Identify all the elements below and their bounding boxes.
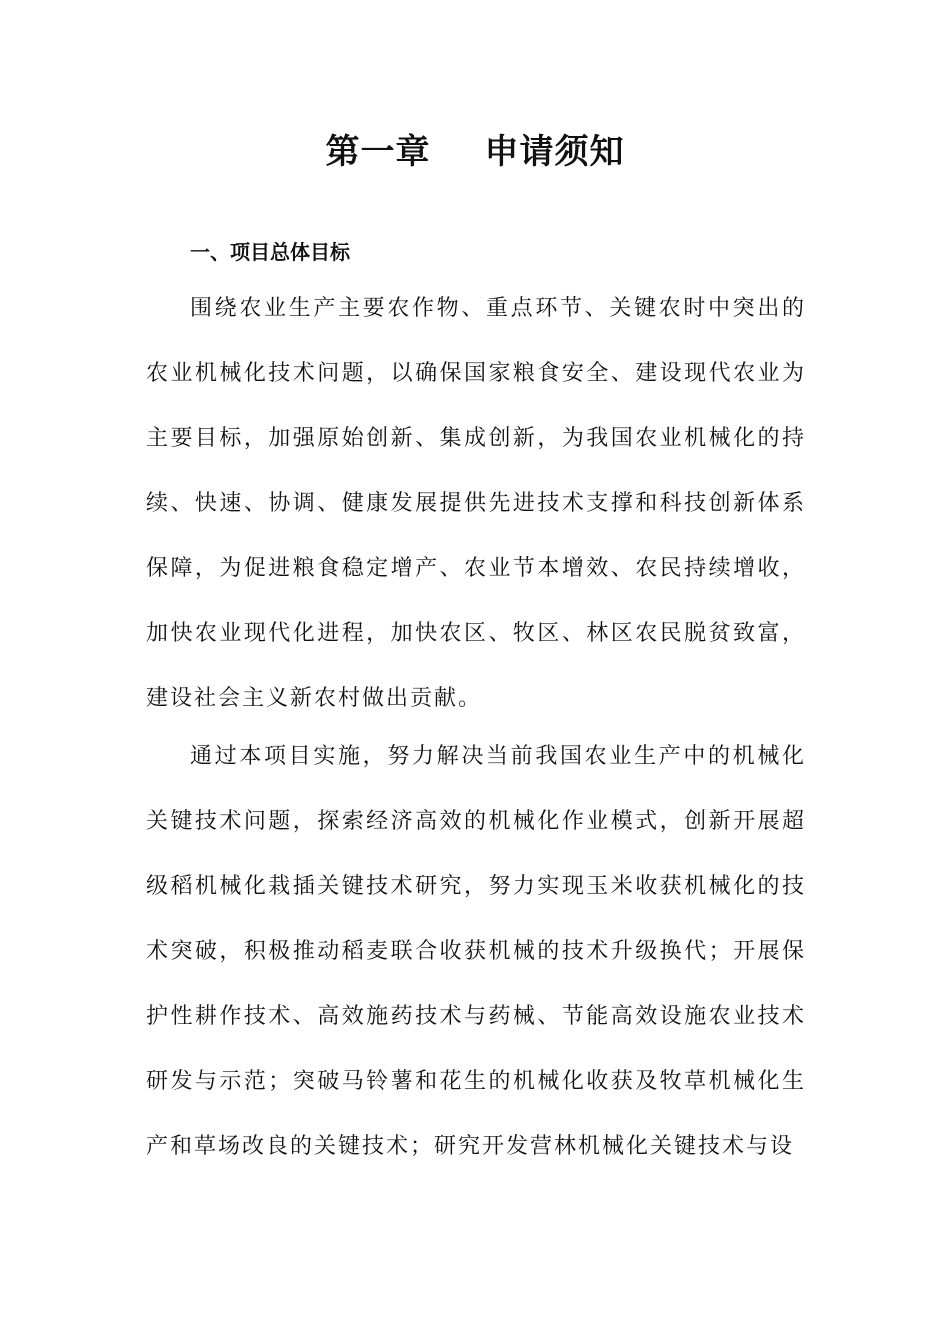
body-paragraph-2: 通过本项目实施，努力解决当前我国农业生产中的机械化关键技术问题，探索经济高效的机械化作业模式，创新开展超级稻机械化栽插关键技术研究，努力实现玉米收获机械化的技术突破，积极推动稻麦联合收获机械的技术升级换代；开展保护性耕作技术、高效施药技术与药械、节能高效设施农业技术研发与示范；突破马铃薯和花生的机械化收获及牧草机械化生产和草场改良的关键技术；研究开发营林机械化关键技术与设 — [146, 744, 806, 1159]
chapter-name: 申请须知 — [484, 132, 625, 172]
chapter-number: 第一章 — [325, 132, 431, 172]
section-heading: 一、项目总体目标 — [190, 240, 350, 264]
body-paragraph-1: 围绕农业生产主要农作物、重点环节、关键农时中突出的农业机械化技术问题，以确保国家粮食安全、建设现代农业为主要目标，加强原始创新、集成创新，为我国农业机械化的持续、快速、协调、健康发展提供先进技术支撑和科技创新体系保障，为促进粮食稳定增产、农业节本增效、农民持续增收，加快农业现代化进程，加快农区、牧区、林区农民脱贫致富，建设社会主义新农村做出贡献。 — [146, 296, 806, 711]
chapter-title — [0, 128, 950, 176]
